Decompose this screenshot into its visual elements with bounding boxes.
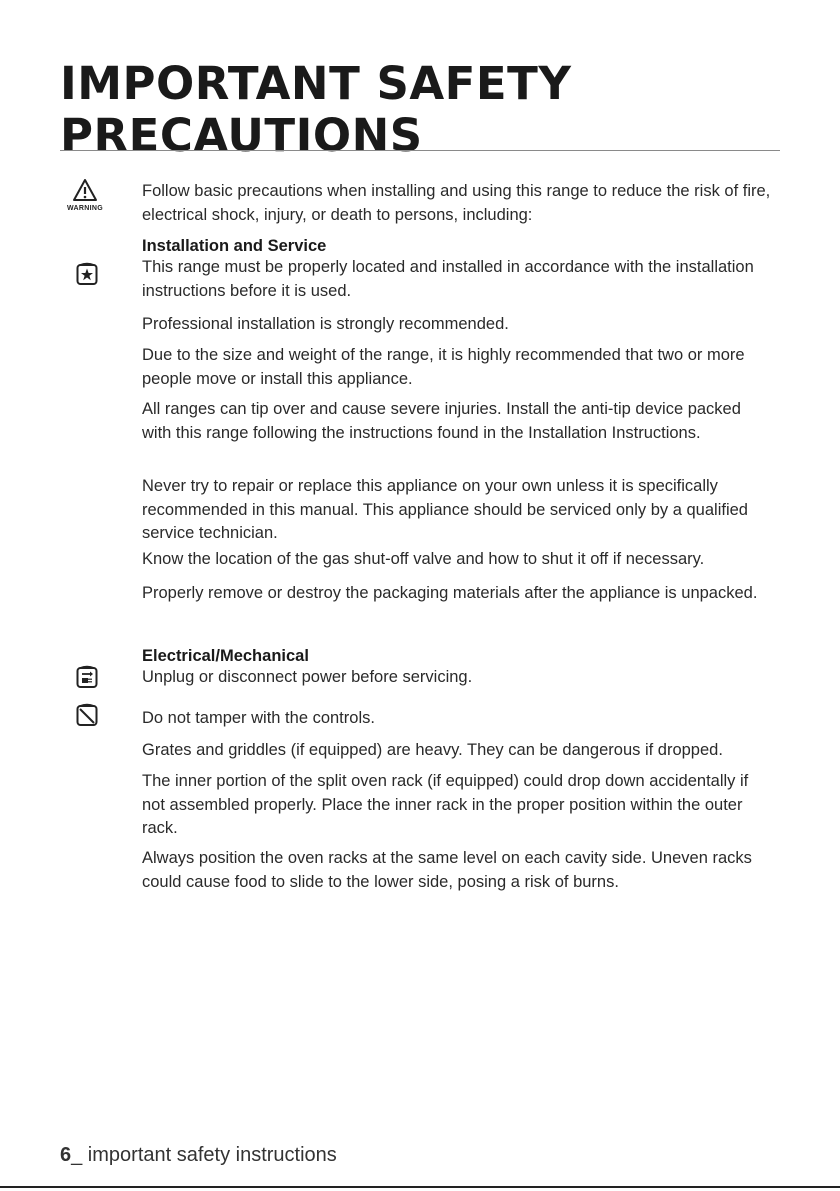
page-title-line-1: IMPORTANT SAFETY <box>60 57 572 110</box>
electrical-paragraph-2: Do not tamper with the controls. <box>142 709 375 727</box>
title-divider <box>60 150 780 151</box>
page-title-line-2: PRECAUTIONS <box>60 109 423 162</box>
page-number: 6 <box>60 1144 72 1166</box>
electrical-heading: Electrical/Mechanical <box>142 647 309 665</box>
footer-section-title: _ important safety instructions <box>71 1144 337 1166</box>
installation-paragraph-7: Properly remove or destroy the packaging materials after the appliance is unpacked. <box>142 584 758 602</box>
installation-paragraph-5: Never try to repair or replace this appliance on your own unless it is specifically recommended in this manual. This appliance should be serviced only by a qualified service technician. <box>142 477 748 542</box>
warning-triangle-icon <box>72 178 98 202</box>
installation-paragraph-2: Professional installation is strongly recommended. <box>142 315 509 333</box>
electrical-paragraph-1: Unplug or disconnect power before servicing. <box>142 668 473 686</box>
unplug-icon <box>76 665 98 689</box>
electrical-paragraph-3: Grates and griddles (if equipped) are heavy. They can be dangerous if dropped. <box>142 741 723 759</box>
installation-heading: Installation and Service <box>142 237 327 255</box>
electrical-paragraph-5: Always position the oven racks at the same level on each cavity side. Uneven racks could cause food to slide to the lower side, posing a risk of burns. <box>142 849 752 891</box>
installation-paragraph-6: Know the location of the gas shut-off valve and how to shut it off if necessary. <box>142 550 705 568</box>
bottom-divider <box>0 1186 840 1188</box>
star-box-icon <box>76 262 98 286</box>
electrical-paragraph-4: The inner portion of the split oven rack (if equipped) could drop down accidentally if not assembled properly. Place the inner rack in the proper position within the outer rack. <box>142 772 749 837</box>
warning-label: WARNING <box>67 205 103 212</box>
installation-paragraph-1: This range must be properly located and installed in accordance with the installation instructions before it is used. <box>142 258 754 300</box>
installation-paragraph-3: Due to the size and weight of the range, it is highly recommended that two or more people move or install this appliance. <box>142 346 745 388</box>
prohibited-icon <box>76 703 98 727</box>
page-footer <box>60 1144 337 1167</box>
installation-paragraph-4: All ranges can tip over and cause severe injuries. Install the anti-tip device packed with this range following the instructions found in the Installation Instructions. <box>142 400 741 442</box>
warning-text: Follow basic precautions when installing and using this range to reduce the risk of fire, electrical shock, injury, or death to persons, including: <box>142 182 771 224</box>
page-title <box>60 58 780 162</box>
